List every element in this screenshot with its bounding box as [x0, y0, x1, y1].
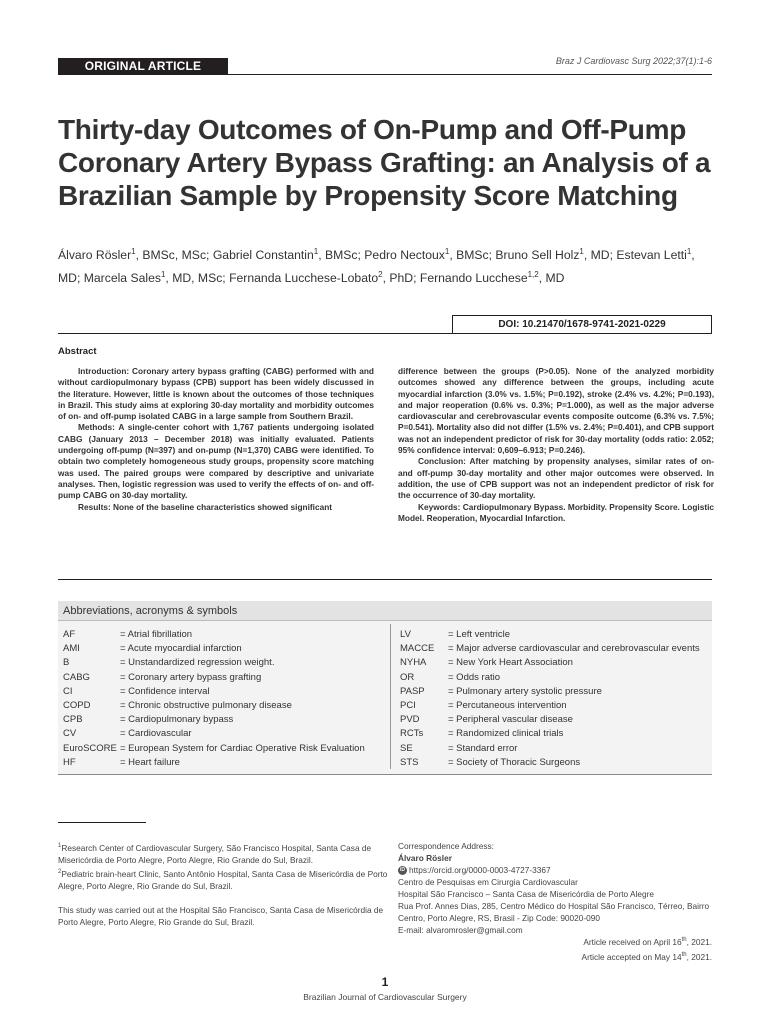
abbreviation-definition: = Major adverse cardiovascular and cerebrovascular events: [448, 643, 700, 655]
abstract-keywords: Keywords: Cardiopulmonary Bypass. Morbidity. Propensity Score. Logistic Model. Reoperation, Myocardial Infarction.: [398, 501, 714, 523]
footnote-rule: [58, 822, 146, 823]
address-line: Hospital São Francisco – Santa Casa de Misericórdia de Porto Alegre: [398, 889, 654, 899]
abbreviation-term: EuroSCORE: [63, 742, 117, 754]
abbreviation-term: NYHA: [400, 657, 427, 669]
abbreviation-term: AF: [63, 629, 76, 640]
abbreviation-term: CI: [63, 685, 73, 697]
abstract-heading: Abstract: [58, 346, 97, 357]
author-affiliation-mark: 1: [131, 247, 136, 256]
affiliation-number: 2: [58, 868, 62, 875]
abbreviation-row: [400, 685, 700, 699]
affiliation-2: [58, 866, 388, 892]
abbreviation-definition: = Standard error: [448, 742, 518, 754]
abstract-paragraph: Introduction: Coronary artery bypass grafting (CABG) performed with and without cardiopulmonary bypass (CPB) support has been widely discussed in the literature. However, little is known about the outcomes of those techniques in Brazil. This study aims at exploring 30-day mortality and morbidity outcomes of on- and off-pump isolated CABG in a large sample from Southern Brazil.: [58, 366, 374, 422]
author-name: Marcela Sales: [83, 271, 161, 286]
abbreviation-row: [63, 656, 365, 670]
abbreviation-definition: = Chronic obstructive pulmonary disease: [120, 699, 292, 711]
abbreviation-term: SE: [400, 742, 413, 754]
abbreviation-term: RCTs: [400, 728, 424, 740]
address-line: Centro de Pesquisas em Cirurgia Cardiovascular: [398, 877, 578, 887]
abbreviation-term: OR: [400, 671, 415, 683]
abbreviation-definition: = Society of Thoracic Surgeons: [448, 756, 581, 768]
abbreviation-definition: = Unstandardized regression weight.: [120, 657, 275, 669]
doi-rule: [58, 333, 452, 334]
abbreviation-term: B: [63, 657, 70, 669]
abbreviation-row: [63, 685, 365, 699]
abstract-paragraph: Conclusion: After matching by propensity analyses, similar rates of on- and off-pump 30-day mortality and other major outcomes were observed. In addition, the use of CPB support was not an independent predictor of risk for the occurrence of 30-day mortality.: [398, 456, 714, 501]
author-affiliation-mark: 1: [579, 247, 584, 256]
abbreviation-term: PVD: [400, 714, 420, 726]
affiliation-text: Research Center of Cardiovascular Surgery, São Francisco Hospital, Santa Casa de Misericórdia de Porto Alegre, Porto Alegre, Rio Grande do Sul, Brazil.: [58, 842, 372, 865]
abbreviations-column-left: [63, 628, 365, 770]
article-dates: [582, 934, 712, 964]
abstract-paragraph: difference between the groups (P>0.05). None of the analyzed morbidity outcomes showed any difference between the groups, including acute myocardial infarction (3.0% vs. 1.5%; P=0.192), stroke (2.4% vs. 4.2%; P=0.193), and major reoperation (0.6% vs. 0.3%; P=1.000), as well as the major adverse cardiovascular and cerebrovascular events composite outcome (6.3% vs. 7.5%; P=0.541). Mortality also did not differ (1.5% vs. 2.4%; P=0.401), and CPB support was not an independent predictor of risk for 30-day mortality (odds ratio: 2.052; 95% confidence interval: 0,609–6.913; P=0.246).: [398, 366, 714, 456]
orcid-icon: iD: [400, 867, 405, 874]
address-line: Rua Prof. Annes Dias, 285, Centro Médico do Hospital São Francisco, Térreo, Bairro Centro, Porto Alegre, RS, Brasil - Zip Code: 90020-090: [398, 901, 710, 923]
abbreviation-definition: = Left ventricle: [448, 629, 511, 640]
abbreviation-row: [400, 656, 700, 670]
accepted-date: Article accepted on May 14th, 2021.: [581, 951, 712, 962]
abbreviation-definition: = Acute myocardial infarction: [120, 643, 242, 655]
email-line[interactable]: E-mail: alvaromrosler@gmail.com: [398, 925, 523, 935]
abbreviation-definition: = Randomized clinical trials: [448, 728, 564, 740]
abbreviation-row: [400, 628, 700, 642]
abbreviation-term: COPD: [63, 699, 91, 711]
author-degree: , PhD;: [382, 271, 420, 286]
page-number: 1: [381, 975, 389, 989]
abbreviation-row: [400, 671, 700, 685]
abbreviation-term: LV: [400, 629, 411, 640]
affiliation-1: [58, 840, 388, 866]
author-degree: , MD: [538, 271, 565, 286]
abbreviations-column-right: [400, 628, 700, 770]
affiliation-number: 1: [58, 843, 62, 849]
author-name: Fernando Lucchese: [419, 271, 528, 286]
article-title: Thirty-day Outcomes of On-Pump and Off-Pump Coronary Artery Bypass Grafting: an Analysis of a Brazilian Sample by Propensity Score Matching: [58, 114, 711, 211]
correspondence-name: Álvaro Rösler: [398, 853, 452, 863]
abbreviation-row: [400, 727, 700, 741]
doi-link[interactable]: DOI: 10.21470/1678-9741-2021-0229: [452, 315, 712, 334]
author-degree: , MD;: [58, 248, 695, 286]
header-rule: [228, 74, 712, 75]
author-affiliation-mark: 1: [686, 247, 692, 256]
author-name: Bruno Sell Holz: [495, 248, 580, 263]
journal-citation: Braz J Cardiovasc Surg 2022;37(1):1-6: [555, 56, 712, 66]
abbreviation-row: [63, 671, 365, 685]
journal-footer: Brazilian Journal of Cardiovascular Surgery: [303, 992, 467, 1002]
abbreviation-row: [63, 713, 365, 727]
abbreviation-term: PASP: [400, 685, 425, 697]
abbreviation-term: HF: [63, 756, 76, 768]
abbreviation-definition: = New York Heart Association: [448, 657, 573, 669]
abbreviation-definition: = Pulmonary artery systolic pressure: [448, 685, 602, 697]
author-degree: , BMSc, MSc;: [135, 248, 213, 263]
abbreviation-term: STS: [400, 756, 419, 768]
author-affiliation-mark: 1: [313, 247, 319, 256]
author-affiliation-mark: 2: [378, 270, 383, 280]
abbreviation-term: CABG: [63, 671, 90, 683]
author-degree: , MD, MSc;: [165, 271, 230, 286]
article-header: [58, 58, 712, 75]
column-divider: [390, 624, 391, 769]
abbreviation-row: [63, 756, 365, 770]
abbreviation-definition: = Odds ratio: [448, 671, 501, 683]
abbreviation-row: [400, 699, 700, 713]
abbreviation-row: [400, 756, 700, 770]
abbreviation-definition: = Cardiopulmonary bypass: [120, 714, 234, 726]
abbreviation-row: [400, 713, 700, 727]
abstract-paragraph: Methods: A single-center cohort with 1,767 patients undergoing isolated CABG (January 2013 – December 2018) was initially evaluated. Patients undergoing off-pump (N=397) and on-pump (N=1,370) CABG were identified. To obtain two completely homogeneous study groups, propensity score matching was used. The paired groups were compared by descriptive and univariate analyses. Then, logistic regression was used to verify the effects of on- and off-pump CABG on 30-day mortality.: [58, 422, 374, 501]
abbreviation-row: [63, 628, 365, 642]
author-name: Álvaro Rösler: [58, 248, 132, 263]
abbreviation-definition: = Confidence interval: [120, 685, 210, 697]
abbreviation-term: CPB: [63, 714, 83, 726]
abstract-section: [58, 346, 712, 580]
orcid-line: [398, 864, 714, 876]
abbreviation-row: [63, 642, 365, 656]
author-list: [58, 242, 718, 288]
abbreviation-definition: = Cardiovascular: [120, 728, 192, 740]
abbreviation-row: [400, 642, 700, 656]
abbreviation-definition: = Coronary artery bypass grafting: [120, 671, 262, 683]
abbreviation-term: MACCE: [400, 643, 435, 655]
abbreviation-definition: = European System for Cardiac Operative Risk Evaluation: [120, 742, 365, 754]
abstract-paragraph: Results: None of the baseline characteristics showed significant: [78, 501, 333, 512]
abbreviation-row: [63, 699, 365, 713]
abbreviation-term: CV: [63, 728, 77, 740]
author-affiliation-mark: 1: [160, 270, 166, 280]
abbreviations-box: [58, 601, 712, 775]
abbreviation-definition: = Atrial fibrillation: [120, 629, 193, 640]
abbreviation-row: [400, 742, 700, 756]
correspondence-address: [398, 840, 714, 936]
author-name: Fernanda Lucchese-Lobato: [229, 271, 379, 286]
abbreviation-definition: = Peripheral vascular disease: [448, 714, 573, 726]
author-name: Estevan Letti: [616, 248, 687, 263]
abbreviation-definition: = Heart failure: [120, 756, 180, 768]
correspondence-label: Correspondence Address:: [398, 841, 494, 851]
author-degree: , MD;: [583, 248, 617, 263]
author-name: Pedro Nectoux: [364, 248, 445, 263]
article-type-badge: ORIGINAL ARTICLE: [58, 58, 228, 75]
abstract-column-right: [398, 366, 714, 524]
author-degree: , BMSc;: [449, 248, 496, 263]
orcid-link[interactable]: https://orcid.org/0000-0003-4727-3367: [409, 865, 551, 875]
author-degree: , BMSc;: [318, 248, 365, 263]
affiliation-text: Pediatric brain-heart Clinic, Santo Antônio Hospital, Santa Casa de Misericórdia de Porto Alegre, Porto Alegre, Rio Grande do Sul, Brazil.: [58, 868, 388, 891]
received-date: Article received on April 16th, 2021.: [583, 936, 712, 947]
abbreviation-definition: = Percutaneous intervention: [448, 699, 567, 711]
abbreviation-term: PCI: [400, 699, 416, 711]
affiliations: [58, 840, 388, 928]
abbreviations-title: Abbreviations, acronyms & symbols: [58, 601, 712, 621]
author-affiliation-mark: 1,2: [527, 270, 539, 280]
abbreviation-row: [63, 742, 365, 756]
author-affiliation-mark: 1: [444, 247, 450, 256]
abbreviation-row: [63, 727, 365, 741]
study-location-note: This study was carried out at the Hospital São Francisco, Santa Casa de Misericórdia de Porto Alegre, Porto Alegre, Rio Grande do Sul, Brazil.: [58, 904, 384, 927]
abstract-column-left: [58, 366, 374, 513]
abbreviation-term: AMI: [63, 643, 80, 655]
author-name: Gabriel Constantin: [212, 248, 314, 263]
